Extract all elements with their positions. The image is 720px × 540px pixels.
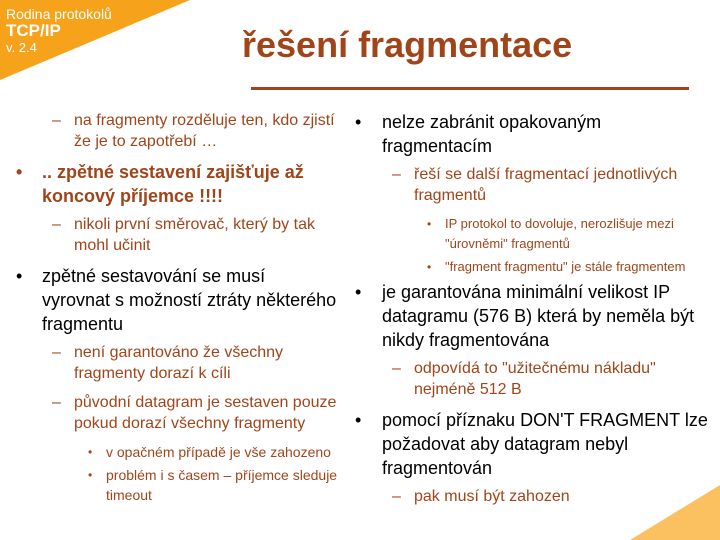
- bullet-marker: –: [392, 166, 401, 183]
- bullet-text: "fragment fragmentu" je stále fragmentem: [445, 259, 686, 274]
- bullet-item: [345, 280, 715, 352]
- bullet-text: řeší se další fragmentací jednotlivých fragmentů: [414, 166, 678, 204]
- bullet-marker: –: [392, 360, 401, 377]
- bullet-item: [345, 164, 715, 206]
- title-underline: [251, 87, 689, 90]
- bullet-item: [345, 110, 715, 158]
- bullet-marker: •: [88, 445, 93, 459]
- bullet-text: zpětné sestavování se musí vyrovnat s možností ztráty některého fragmentu: [42, 266, 337, 334]
- bullet-item: [345, 486, 715, 507]
- bullet-text: v opačném případě je vše zahozeno: [106, 444, 331, 460]
- bullet-item: [8, 214, 338, 256]
- bullet-text: původní datagram je sestaven pouze pokud dorazí všechny fragmenty: [74, 394, 337, 432]
- bullet-item: [8, 392, 338, 434]
- bullet-text: .. zpětné sestavení zajišťuje až koncový příjemce !!!!: [42, 162, 304, 206]
- bullet-text: pomocí příznaku DON'T FRAGMENT lze požadovat aby datagram nebyl fragmentován: [382, 410, 708, 478]
- bullet-text: nelze zabránit opakovaným fragmentacím: [382, 112, 602, 156]
- series-version: v. 2.4: [6, 40, 37, 55]
- bullet-marker: •: [427, 260, 432, 274]
- slide-title: řešení fragmentace: [242, 24, 573, 65]
- series-label: [6, 7, 112, 55]
- bullet-item: [8, 465, 338, 505]
- bullet-item: [8, 342, 338, 384]
- left-column: [8, 110, 338, 508]
- bullet-item: [8, 160, 338, 208]
- bullet-text: odpovídá to "užitečnému nákladu" nejméně 512 B: [414, 360, 656, 398]
- bullet-text: není garantováno že všechny fragmenty dorazí k cíli: [74, 344, 284, 382]
- bullet-marker: •: [355, 410, 362, 430]
- bullet-marker: •: [16, 266, 23, 286]
- right-column: [345, 110, 715, 515]
- bullet-item: [345, 214, 715, 254]
- bullet-text: nikoli první směrovač, který by tak mohl učinit: [74, 216, 315, 254]
- bullet-marker: –: [52, 394, 61, 411]
- bullet-marker: •: [355, 282, 362, 302]
- bullet-text: je garantována minimální velikost IP datagramu (576 B) která by neměla být nikdy fragmentována: [382, 282, 695, 350]
- bullet-marker: •: [427, 217, 432, 231]
- bullet-marker: –: [52, 344, 61, 361]
- bullet-marker: •: [88, 468, 93, 482]
- bullet-marker: –: [52, 112, 61, 129]
- bullet-item: [8, 264, 338, 336]
- bullet-item: [8, 110, 338, 152]
- bullet-marker: –: [392, 488, 401, 505]
- bullet-marker: •: [16, 162, 23, 182]
- bullet-item: [345, 408, 715, 480]
- bullet-text: IP protokol to dovoluje, nerozlišuje mezi "úrovněmi" fragmentů: [445, 216, 674, 251]
- bullet-text: problém i s časem – příjemce sleduje timeout: [106, 467, 338, 503]
- series-family: Rodina protokolů: [6, 6, 112, 22]
- bullet-marker: –: [52, 216, 61, 233]
- bullet-item: [8, 442, 338, 462]
- bullet-item: [345, 257, 715, 277]
- bullet-text: na fragmenty rozděluje ten, kdo zjistí že je to zapotřebí …: [74, 112, 335, 150]
- bullet-marker: •: [355, 112, 362, 132]
- bullet-text: pak musí být zahozen: [414, 488, 570, 505]
- series-protocol: TCP/IP: [6, 21, 61, 40]
- bullet-item: [345, 358, 715, 400]
